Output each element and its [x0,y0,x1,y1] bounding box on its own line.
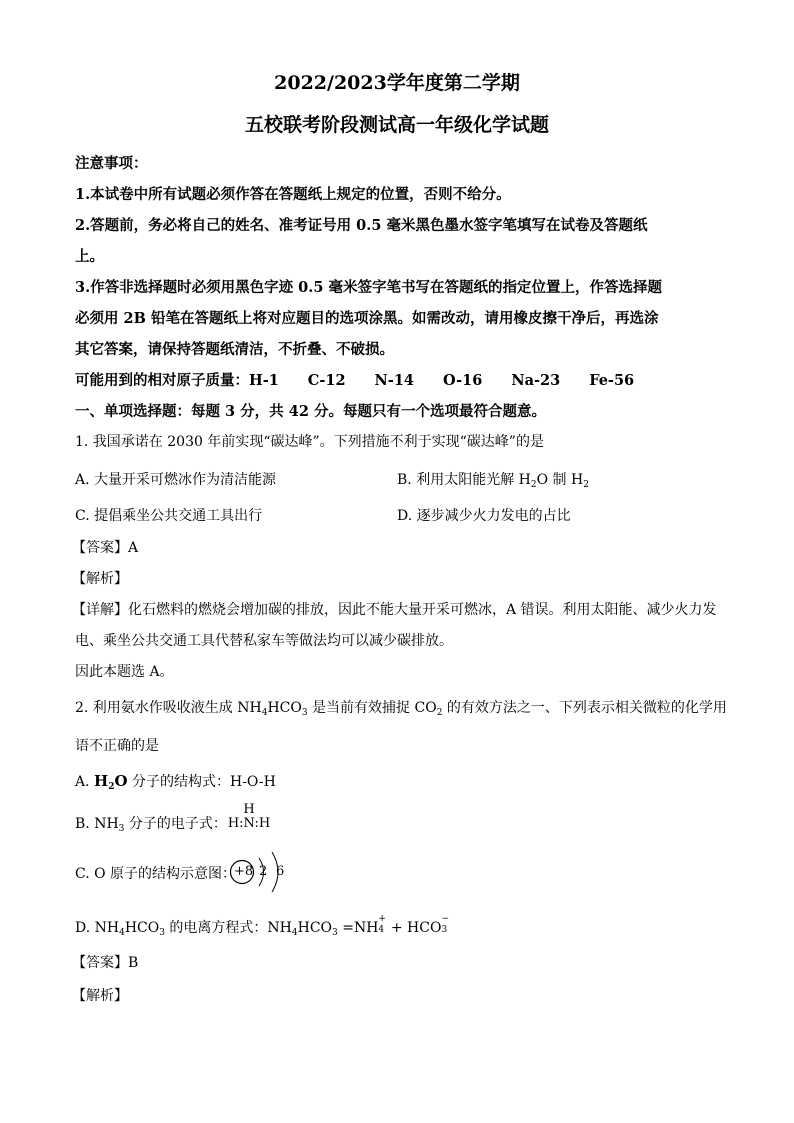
q2-option-c: C. O 原子的结构示意图： [75,866,237,882]
exam-title-line2: 五校联考阶段测试高一年级化学试题 [244,114,549,136]
notes-item2-line2: 上。 [75,248,104,265]
q1-conclusion: 因此本题选 A。 [75,664,174,680]
section1-heading: 一、单项选择题：每题 3 分，共 42 分。每题只有一个选项最符合题意。 [75,403,546,420]
q2-answer: 【答案】B [72,955,139,971]
notes-item1: 1.本试卷中所有试题必须作答在答题纸上规定的位置，否则不给分。 [75,186,511,203]
nh3-electron-formula [224,803,274,832]
q1-answer: 【答案】A [72,540,139,556]
nh3-middle-row: H:N:H [227,816,271,831]
q1-analysis-label: 【解析】 [72,571,128,587]
oxygen-atom-diagram [228,850,290,894]
q2-option-d: D. $NH_4HCO_3$ 的电离方程式：$NH_4HCO_3 =NH$ + 4 + HCO − 3 [75,914,449,938]
q1-detail-line1: 【详解】化石燃料的燃烧会增加碳的排放，因此不能大量开采可燃冰，A 错误。利用太阳能、减少火力发 [72,602,717,618]
q1-option-b: B. 利用太阳能光解 $H_2O$ 制 $H_2$ [397,472,589,490]
q1-option-c: C. 提倡乘坐公共交通工具出行 [75,508,263,524]
notes-item3-line2: 必须用 2B 铅笔在答题纸上将对应题目的选项涂黑。如需改动，请用橡皮擦干净后，再选涂 [75,310,659,327]
q1-option-a: A. 大量开采可燃冰作为清洁能源 [75,472,277,488]
q1-option-d: D. 逐步减少火力发电的占比 [397,508,571,524]
q2-analysis-label: 【解析】 [72,988,128,1004]
notes-heading: 注意事项： [75,155,148,172]
q2-stem-line1: 2. 利用氨水作吸收液生成 $NH_4HCO_3$ 是当前有效捕捉 $CO_2$ 的有效方法之一、下列表示相关微粒的化学用 [75,700,727,718]
notes-item2-line1: 2.答题前，务必将自己的姓名、准考证号用 0.5 毫米黑色墨水签字笔填写在试卷及答题纸 [75,217,648,234]
atomic-mass-line: 可能用到的相对原子质量：H-1 C-12 N-14 O-16 Na-23 Fe-56 [75,372,635,389]
q1-detail-line2: 电、乘坐公共交通工具代替私家车等做法均可以减少碳排放。 [75,633,453,649]
q2-option-b: B. $NH_3$ 分子的电子式： [75,816,227,834]
nh3-top-hydrogen: H [243,802,255,817]
exam-title-line1: 2022/2023学年度第二学期 [274,72,520,94]
q2-option-a: A. $H_2O$ 分子的结构式：H-O-H [75,772,276,792]
nucleus-charge: +8 [234,864,254,879]
q1-stem: 1. 我国承诺在 2030 年前实现“碳达峰”。下列措施不利于实现“碳达峰”的是 [75,434,544,450]
shell1-electrons: 2 [259,864,268,879]
q2-stem-line2: 语不正确的是 [75,738,159,754]
notes-item3-line3: 其它答案，请保持答题纸清洁，不折叠、不破损。 [75,341,394,358]
shell2-electrons: 6 [276,864,285,879]
notes-item3-line1: 3.作答非选择题时必须用黑色字迹 0.5 毫米签字笔书写在答题纸的指定位置上，作答选择题 [75,279,662,296]
